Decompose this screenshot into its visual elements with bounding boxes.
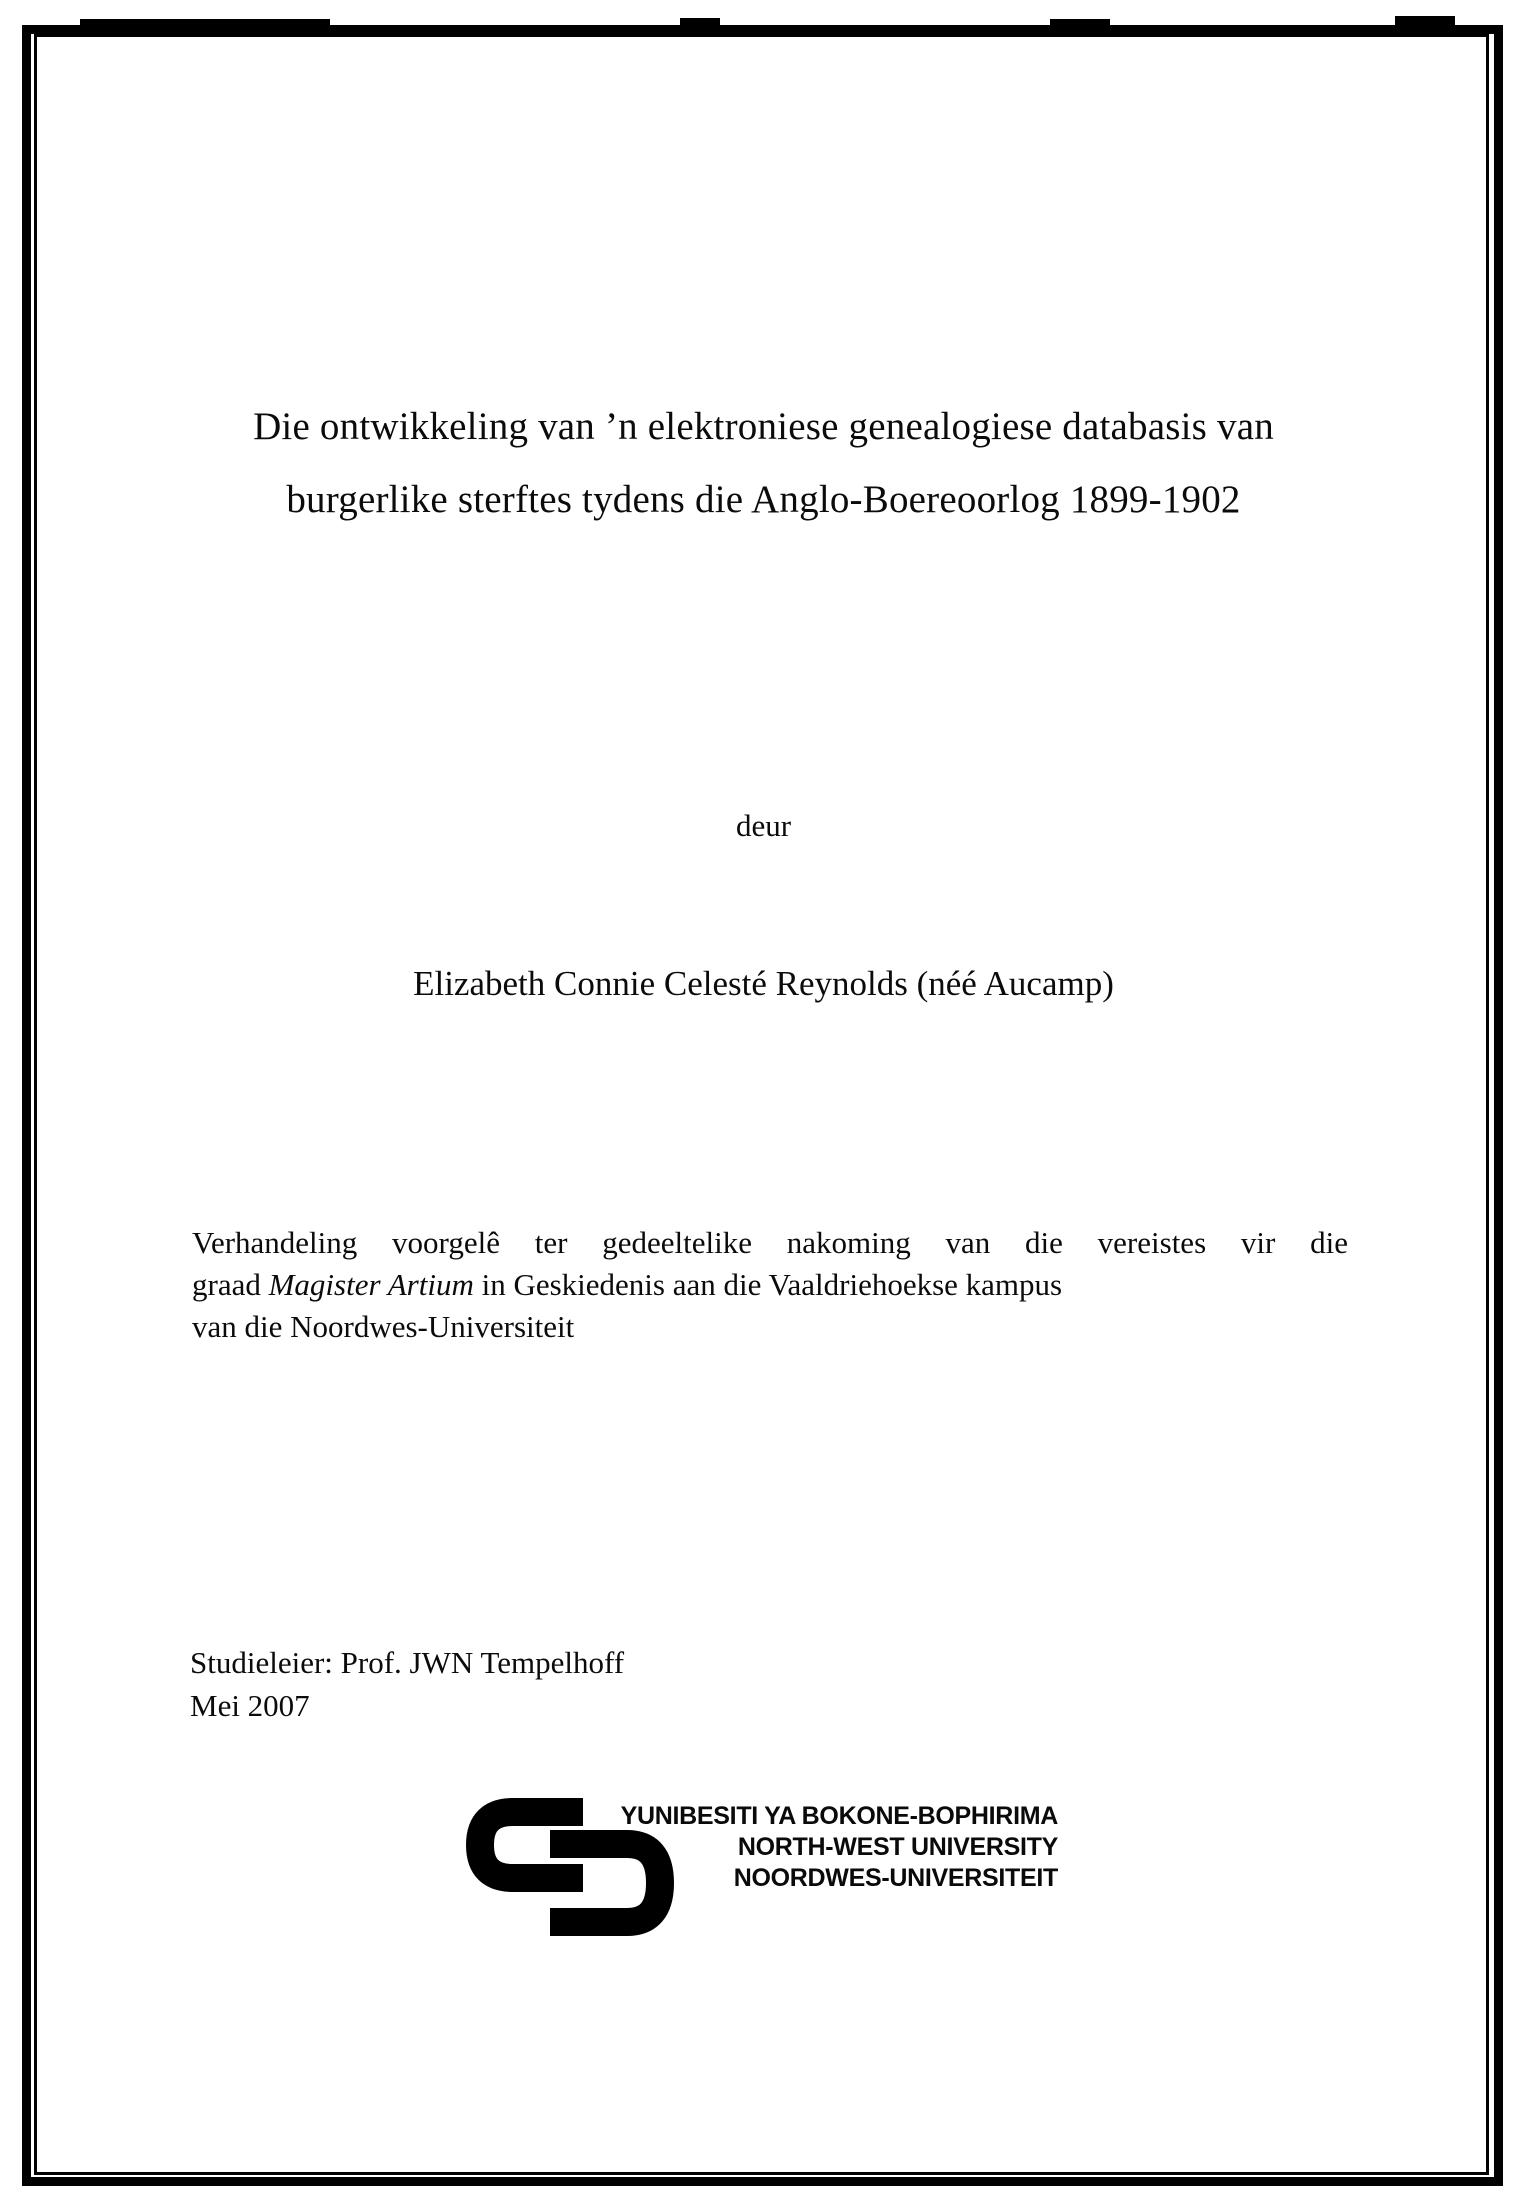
- logo-line-afrikaans: NOORDWES-UNIVERSITEIT: [733, 1864, 1058, 1892]
- thesis-title: [0, 390, 1527, 536]
- statement-line-2: [192, 1264, 1348, 1306]
- nwu-logo: [465, 1797, 1105, 1957]
- scan-artifact: [1395, 16, 1455, 25]
- scan-artifact: [680, 18, 720, 26]
- statement-line-2-post: in Geskiedenis aan die Vaaldriehoekse kampus: [473, 1267, 1063, 1302]
- scan-artifact: [80, 19, 330, 26]
- statement-line-1: Verhandeling voorgelê ter gedeeltelike nakoming van die vereistes vir die: [192, 1225, 1348, 1260]
- scan-artifact: [1050, 19, 1110, 26]
- statement-line-2-pre: graad: [192, 1267, 269, 1302]
- statement-degree-name: Magister Artium: [268, 1267, 474, 1302]
- statement-line-3: van die Noordwes-Universiteit: [192, 1309, 575, 1344]
- date-line: Mei 2007: [190, 1688, 310, 1723]
- degree-statement: [192, 1222, 1348, 1348]
- logo-line-setswana: YUNIBESITI YA BOKONE-BOPHIRIMA: [620, 1802, 1058, 1830]
- title-line-2: burgerlike sterftes tydens die Anglo-Boereoorlog 1899-1902: [286, 478, 1241, 521]
- logo-line-english: NORTH-WEST UNIVERSITY: [737, 1833, 1058, 1861]
- byline-deur: deur: [735, 808, 792, 843]
- title-line-1: Die ontwikkeling van ’n elektroniese genealogiese databasis van: [253, 405, 1274, 448]
- author-name: Elizabeth Connie Celesté Reynolds (néé Aucamp): [413, 964, 1114, 1003]
- supervisor-line: Studieleier: Prof. JWN Tempelhoff: [190, 1645, 625, 1680]
- nwu-logo-text: [575, 1801, 1058, 1894]
- supervisor-block: [190, 1641, 990, 1727]
